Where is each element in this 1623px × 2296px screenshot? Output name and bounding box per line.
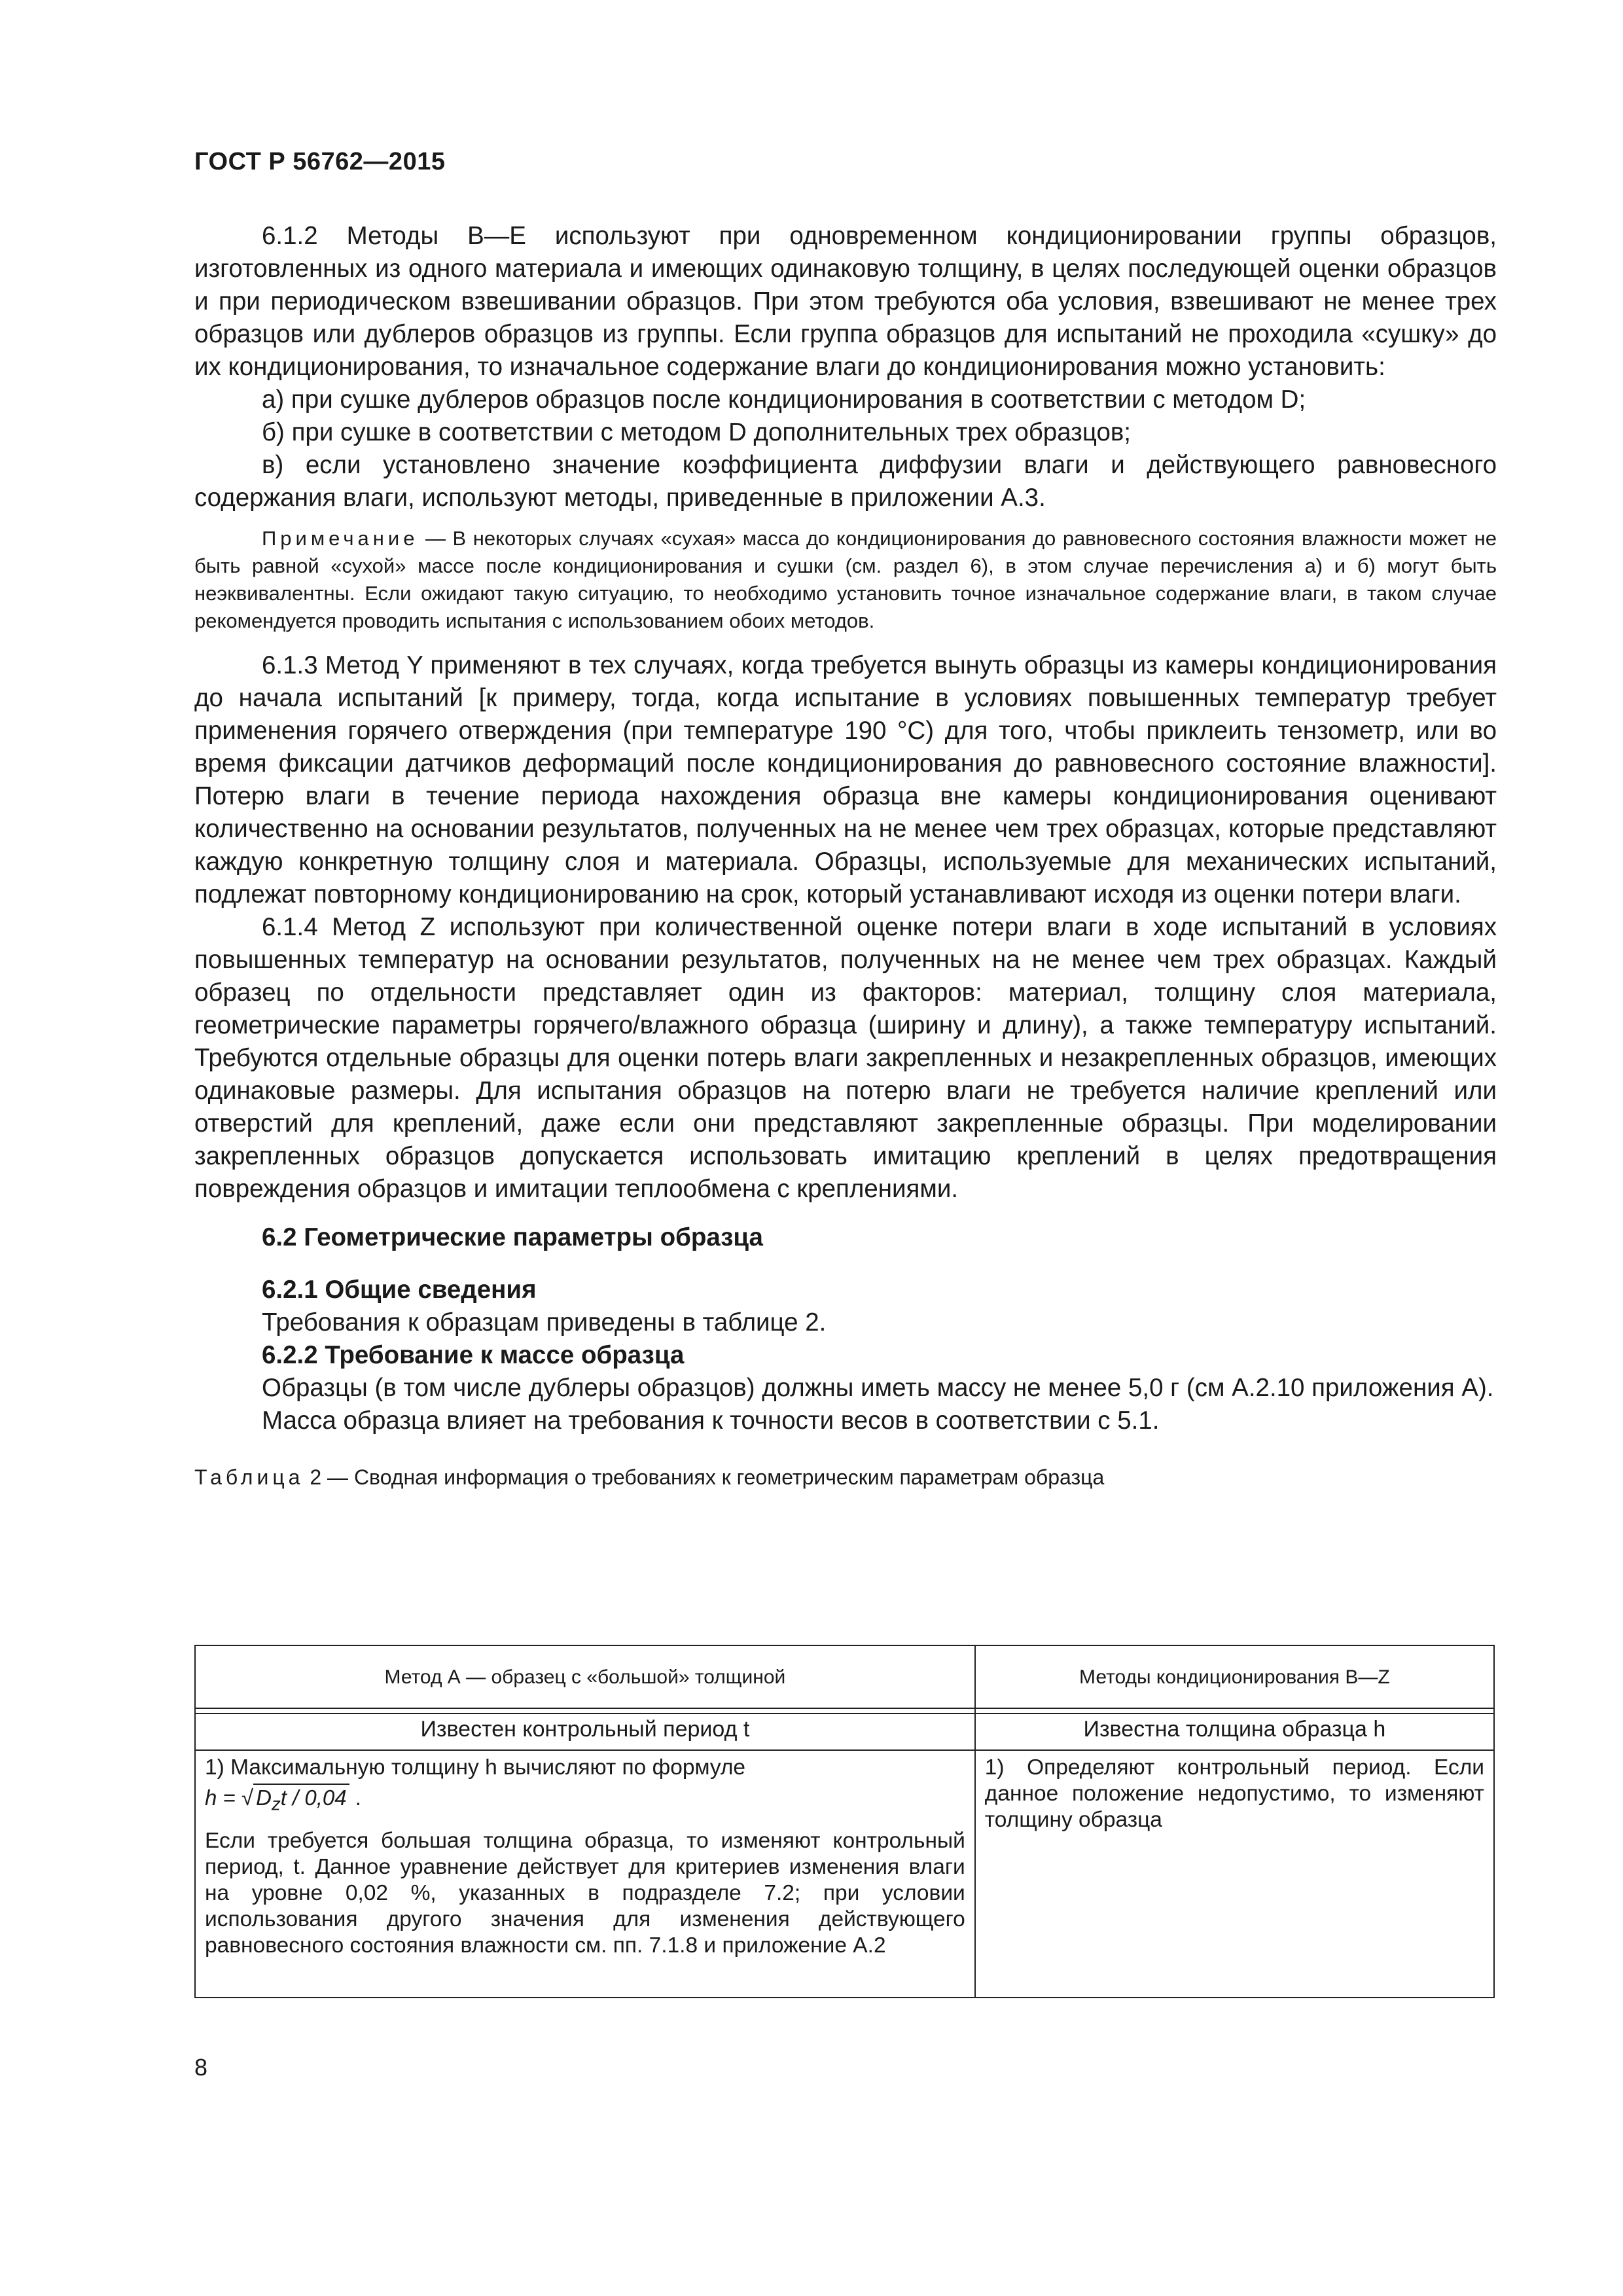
paragraph-6-1-4: 6.1.4 Метод Z используют при количественной оценке потери влаги в ходе испытаний в условиях повышенных температур на основании результатов, полученных на не менее чем трех образцах. Каждый образец по отдельности представляет один из факторов: материал, толщину слоя материала, геометрические параметры горячего/влажного образца (ширину и длину), а также температуру испытаний. Требуются отдельные образцы для оценки потерь влаги закрепленных и незакрепленных образцов, имеющих одинаковые размеры. Для испытания образцов на потерю влаги не требуется наличие креплений или отверстий для креплений, даже если они представляют закрепленные образцы. При моделировании закрепленных образцов допускается использовать имитацию креплений в целях предотвращения повреждения образцов и имитации теплообмена с креплениями.	[194, 913, 1497, 1203]
note-label: Примечание	[262, 527, 419, 550]
note	[194, 525, 1497, 635]
formula-d: D	[256, 1785, 272, 1810]
formula-rest: t / 0,04	[280, 1785, 347, 1810]
paragraph-6-2-2-a: Образцы (в том числе дублеры образцов) должны иметь массу не менее 5,0 г (см А.2.10 приложения А).	[262, 1374, 1494, 1402]
table-caption-text: 2 — Сводная информация о требованиях к геометрическим параметрам образца	[304, 1465, 1105, 1489]
document-header: ГОСТ Р 56762—2015	[194, 148, 446, 175]
table-header-method-a: Метод А — образец с «большой» толщиной	[195, 1645, 975, 1708]
document-body	[194, 220, 1497, 1491]
paragraph-6-2-2-b: Масса образца влияет на требования к точности весов в соответствии с 5.1.	[262, 1407, 1160, 1435]
table-cell-method-a	[195, 1750, 975, 1998]
requirements-table	[194, 1645, 1495, 1998]
formula-subscript: z	[271, 1793, 281, 1814]
table-caption	[194, 1463, 1497, 1491]
list-item-c: в) если установлено значение коэффициента диффузии влаги и действующего равновесного содержания влаги, используют методы, приведенные в приложении А.3.	[194, 451, 1497, 512]
table-header-methods-b-z: Методы кондиционирования B—Z	[975, 1645, 1494, 1708]
sqrt-icon: √	[241, 1785, 254, 1810]
table-cell-methods-b-z	[975, 1750, 1494, 1998]
table-cell-paragraph-2: 1) Определяют контрольный период. Если данное положение недопустимо, то изменяют толщину образца	[984, 1755, 1484, 1832]
table-subheader-period: Известен контрольный период t	[195, 1713, 975, 1750]
page-number: 8	[194, 2054, 208, 2081]
heading-6-2-2: 6.2.2 Требование к массе образца	[262, 1341, 685, 1369]
formula-lhs: h =	[205, 1785, 241, 1810]
paragraph-6-1-3: 6.1.3 Метод Y применяют в тех случаях, когда требуется вынуть образцы из камеры кондиционирования до начала испытаний [к примеру, тогда, когда испытание в условиях повышенных температур требует применения горячего отверждения (при температуре 190 °С) для того, чтобы приклеить тензометр, или во время фиксации датчиков деформаций после кондиционирования до равновесного состояние влажности]. Потерю влаги в течение периода нахождения образца вне камеры кондиционирования оценивают количественно на основании результатов, полученных на не менее чем трех образцах, которые представляют каждую конкретную толщину слоя и материала. Образцы, используемые для механических испытаний, подлежат повторному кондиционированию на срок, который устанавливают исходя из оценки потери влаги.	[194, 651, 1497, 908]
table-gap-cell	[195, 1708, 975, 1713]
table-cell-paragraph: Если требуется большая толщина образца, то изменяют контрольный период, t. Данное уравнение действует для критериев изменения влаги на уровне 0,02 %, указанных в подразделе 7.2; при условии использования другого значения для изменения действующего равновесного состояния влажности см. пп. 7.1.8 и приложение А.2	[205, 1828, 965, 1958]
table-caption-label: Таблица	[194, 1465, 304, 1489]
formula-end: .	[349, 1785, 361, 1810]
heading-6-2-1: 6.2.1 Общие сведения	[262, 1276, 537, 1304]
table-subheader-thickness: Известна толщина образца h	[975, 1713, 1494, 1750]
thickness-formula	[205, 1784, 965, 1818]
list-item-b: б) при сушке в соответствии с методом D дополнительных трех образцов;	[262, 418, 1132, 446]
paragraph-6-1-2: 6.1.2 Методы B—E используют при одновременном кондиционировании группы образцов, изготовленных из одного материала и имеющих одинаковую толщину, в целях последующей оценки образцов и при периодическом взвешивании образцов. При этом требуются оба условия, взвешивают не менее трех образцов или дублеров образцов из группы. Если группа образцов для испытаний не проходила «сушку» до их кондиционирования, то изначальное содержание влаги до кондиционирования можно установить:	[194, 222, 1497, 381]
list-item-a: а) при сушке дублеров образцов после кондиционирования в соответствии с методом D;	[262, 386, 1306, 414]
formula-radicand	[253, 1784, 349, 1818]
table-gap-cell	[975, 1708, 1494, 1713]
heading-6-2: 6.2 Геометрические параметры образца	[262, 1223, 763, 1251]
note-text: — В некоторых случаях «сухая» масса до кондиционирования до равновесного состояния влажности может не быть равной «сухой» массе после кондиционирования и сушки (см. раздел 6), в этом случае перечисления а) и б) могут быть неэквивалентны. Если ожидают такую ситуацию, то необходимо установить точное изначальное содержание влаги, в таком случае рекомендуется проводить испытания с использованием обоих методов.	[194, 527, 1497, 632]
table-cell-line-1: 1) Максимальную толщину h вычисляют по формуле	[205, 1755, 746, 1780]
paragraph-6-2-1: Требования к образцам приведены в таблице 2.	[262, 1308, 827, 1336]
